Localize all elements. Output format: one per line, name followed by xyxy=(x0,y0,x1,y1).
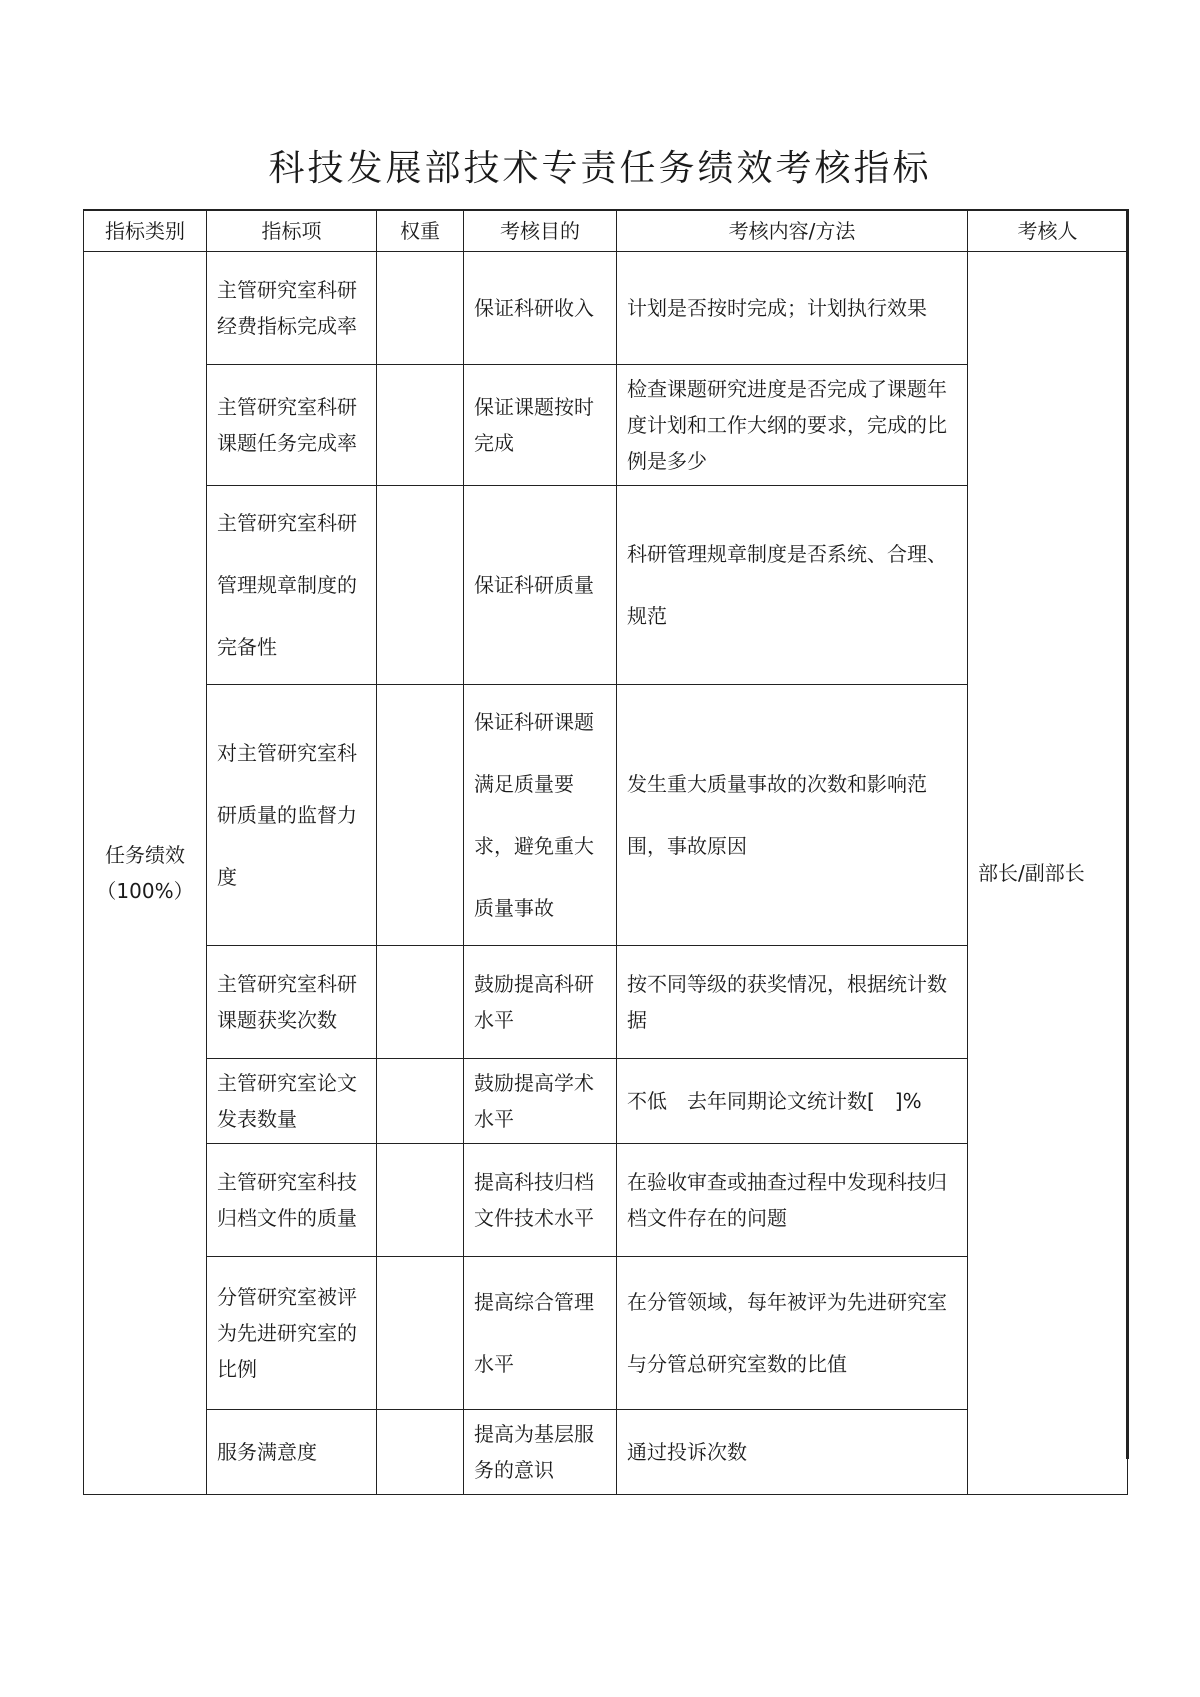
item-cell: 主管研究室科研课题获奖次数 xyxy=(207,946,377,1059)
weight-cell xyxy=(377,685,464,946)
method-cell: 不低 去年同期论文统计数[ ]% xyxy=(617,1059,968,1144)
weight-cell xyxy=(377,1410,464,1495)
weight-cell xyxy=(377,946,464,1059)
purpose-cell: 保证科研课题满足质量要求，避免重大质量事故 xyxy=(464,685,617,946)
method-cell: 发生重大质量事故的次数和影响范围，事故原因 xyxy=(617,685,968,946)
method-cell: 计划是否按时完成；计划执行效果 xyxy=(617,252,968,365)
assessor-cell: 部长/副部长 xyxy=(968,252,1128,1495)
table-row xyxy=(84,252,1128,365)
item-cell: 主管研究室科研经费指标完成率 xyxy=(207,252,377,365)
item-cell: 分管研究室被评为先进研究室的比例 xyxy=(207,1257,377,1410)
method-cell: 按不同等级的获奖情况，根据统计数据 xyxy=(617,946,968,1059)
method-cell: 通过投诉次数 xyxy=(617,1410,968,1495)
purpose-cell: 鼓励提高学术水平 xyxy=(464,1059,617,1144)
weight-cell xyxy=(377,1257,464,1410)
method-cell: 科研管理规章制度是否系统、合理、规范 xyxy=(617,486,968,685)
purpose-cell: 提高科技归档文件技术水平 xyxy=(464,1144,617,1257)
header-method: 考核内容/方法 xyxy=(617,211,968,252)
item-cell: 主管研究室科研课题任务完成率 xyxy=(207,365,377,486)
table-top-border xyxy=(83,209,1129,211)
method-cell: 检查课题研究进度是否完成了课题年度计划和工作大纲的要求，完成的比例是多少 xyxy=(617,365,968,486)
header-assessor: 考核人 xyxy=(968,211,1128,252)
purpose-cell: 提高为基层服务的意识 xyxy=(464,1410,617,1495)
category-label: 任务绩效 xyxy=(105,843,185,867)
weight-cell xyxy=(377,365,464,486)
weight-cell xyxy=(377,1059,464,1144)
purpose-cell: 保证科研收入 xyxy=(464,252,617,365)
header-purpose: 考核目的 xyxy=(464,211,617,252)
header-row xyxy=(84,211,1128,252)
method-cell: 在验收审查或抽查过程中发现科技归档文件存在的问题 xyxy=(617,1144,968,1257)
weight-cell xyxy=(377,1144,464,1257)
purpose-cell: 提高综合管理水平 xyxy=(464,1257,617,1410)
weight-cell xyxy=(377,486,464,685)
table-right-border xyxy=(1126,210,1129,1459)
item-cell: 服务满意度 xyxy=(207,1410,377,1495)
header-weight: 权重 xyxy=(377,211,464,252)
header-item: 指标项 xyxy=(207,211,377,252)
item-cell: 主管研究室科技归档文件的质量 xyxy=(207,1144,377,1257)
header-category: 指标类别 xyxy=(84,211,207,252)
page-title: 科技发展部技术专责任务绩效考核指标 xyxy=(268,148,932,189)
purpose-cell: 保证科研质量 xyxy=(464,486,617,685)
kpi-table xyxy=(83,210,1128,1495)
item-cell: 主管研究室论文发表数量 xyxy=(207,1059,377,1144)
category-cell xyxy=(84,252,207,1495)
category-weight: （100%） xyxy=(96,879,194,903)
purpose-cell: 鼓励提高科研水平 xyxy=(464,946,617,1059)
item-cell: 主管研究室科研管理规章制度的完备性 xyxy=(207,486,377,685)
purpose-cell: 保证课题按时完成 xyxy=(464,365,617,486)
item-cell: 对主管研究室科研质量的监督力度 xyxy=(207,685,377,946)
weight-cell xyxy=(377,252,464,365)
method-cell: 在分管领域，每年被评为先进研究室与分管总研究室数的比值 xyxy=(617,1257,968,1410)
